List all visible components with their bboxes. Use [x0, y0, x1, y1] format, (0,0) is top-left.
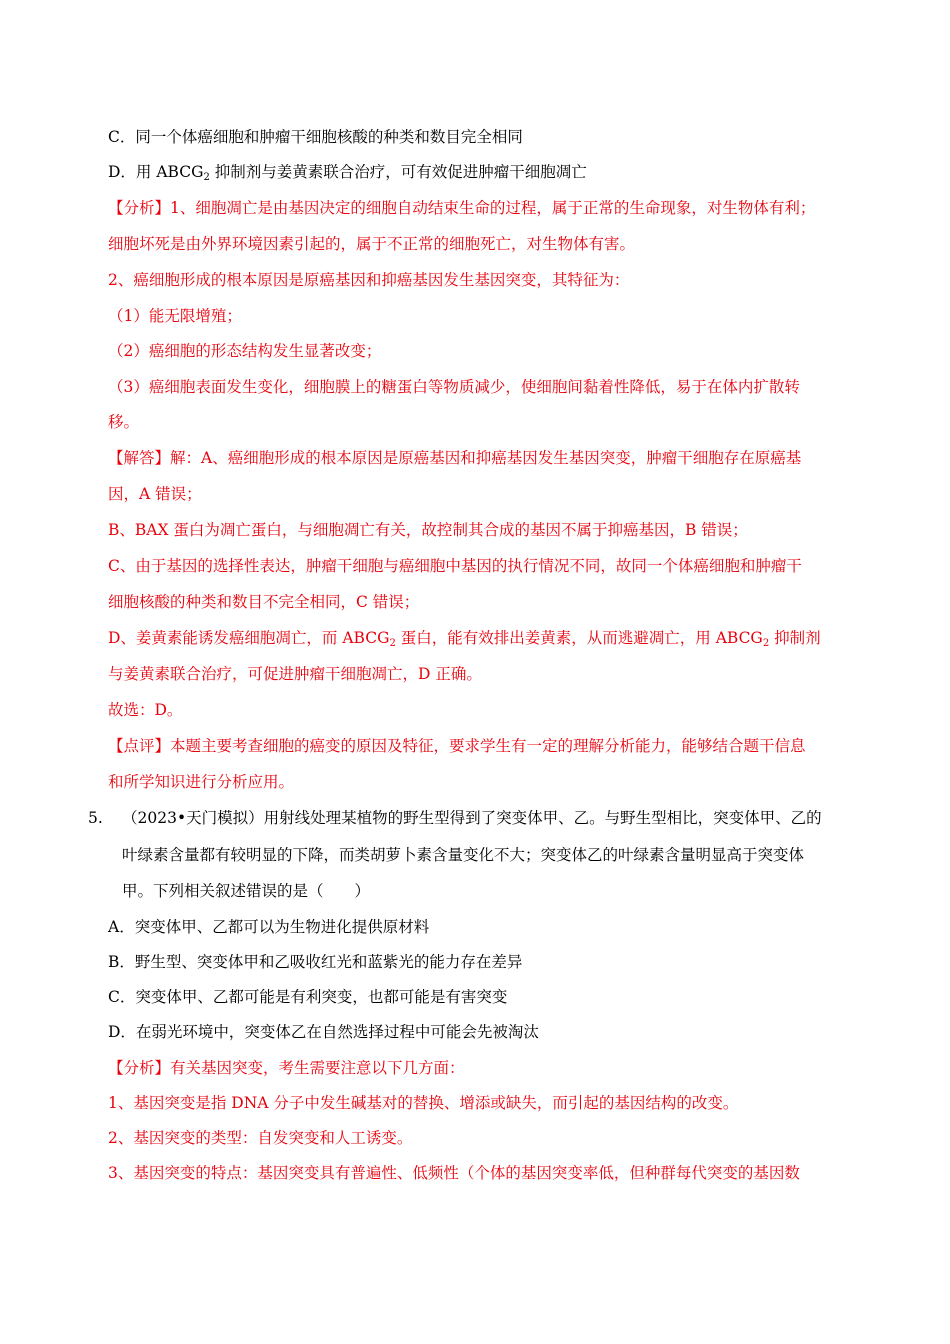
q4-analysis-line-1: 【分析】1、细胞凋亡是由基因决定的细胞自动结束生命的过程，属于正常的生命现象，对生物体有利；: [108, 199, 816, 217]
q5-stem-line-1: （2023•天门模拟）用射线处理某植物的野生型得到了突变体甲、乙。与野生型相比，突变体甲、乙的: [122, 809, 822, 827]
q4-analysis-line-2: 细胞坏死是由外界环境因素引起的，属于不正常的细胞死亡，对生物体有害。: [108, 235, 636, 253]
q5-number: 5.: [88, 809, 103, 827]
q4-answer-line-6: D、姜黄素能诱发癌细胞凋亡，而 $ABCG_2$ 蛋白，能有效排出姜黄素，从而逃避凋亡，用 $ABCG_2$ 抑制剂: [108, 629, 821, 649]
q4-answer-line-3: B、BAX 蛋白为凋亡蛋白，与细胞凋亡有关，故控制其合成的基因不属于抑癌基因，B 错误；: [108, 521, 748, 539]
q5-stem-line-3: 甲。下列相关叙述错误的是（ ）: [122, 882, 371, 900]
q4-analysis-line-7: 移。: [108, 413, 140, 431]
q5-option-a: A．突变体甲、乙都可以为生物进化提供原材料: [108, 918, 430, 936]
q5-stem-line-2: 叶绿素含量都有较明显的下降，而类胡萝卜素含量变化不大；突变体乙的叶绿素含量明显高于突变体: [122, 846, 805, 864]
q4-option-c: C．同一个体癌细胞和肿瘤干细胞核酸的种类和数目完全相同: [108, 128, 523, 146]
q5-analysis-line-2: 1、基因突变是指 DNA 分子中发生碱基对的替换、增添或缺失，而引起的基因结构的改变。: [108, 1094, 739, 1112]
q4-answer-line-5: 细胞核酸的种类和数目不完全相同，C 错误；: [108, 593, 420, 611]
q4-analysis-line-4: （1）能无限增殖；: [108, 307, 242, 325]
q4-analysis-line-5: （2）癌细胞的形态结构发生显著改变；: [108, 342, 382, 360]
q4-analysis-line-3: 2、癌细胞形成的根本原因是原癌基因和抑癌基因发生基因突变，其特征为：: [108, 271, 630, 289]
q4-analysis-line-6: （3）癌细胞表面发生变化，细胞膜上的糖蛋白等物质减少，使细胞间黏着性降低，易于在体内扩散转: [108, 378, 800, 396]
q4-comment-line-2: 和所学知识进行分析应用。: [108, 773, 295, 791]
q5-option-d: D．在弱光环境中，突变体乙在自然选择过程中可能会先被淘汰: [108, 1023, 539, 1041]
q4-option-d: D．用 $ABCG_2$ 抑制剂与姜黄素联合治疗，可有效促进肿瘤干细胞凋亡: [108, 163, 587, 183]
q4-comment-line-1: 【点评】本题主要考查细胞的癌变的原因及特征，要求学生有一定的理解分析能力，能够结合题干信息: [108, 737, 806, 755]
q5-option-b: B．野生型、突变体甲和乙吸收红光和蓝紫光的能力存在差异: [108, 953, 523, 971]
q4-answer-line-1: 【解答】解：A、癌细胞形成的根本原因是原癌基因和抑癌基因发生基因突变，肿瘤干细胞存在原癌基: [108, 449, 802, 467]
q5-option-c: C．突变体甲、乙都可能是有利突变，也都可能是有害突变: [108, 988, 508, 1006]
q4-choice: 故选：D。: [108, 701, 183, 719]
q5-analysis-line-3: 2、基因突变的类型：自发突变和人工诱变。: [108, 1129, 413, 1147]
q5-analysis-line-1: 【分析】有关基因突变，考生需要注意以下几方面：: [108, 1059, 465, 1077]
q4-answer-line-4: C、由于基因的选择性表达，肿瘤干细胞与癌细胞中基因的执行情况不同，故同一个体癌细胞和肿瘤干: [108, 557, 802, 575]
q4-answer-line-2: 因，A 错误；: [108, 485, 202, 503]
q5-analysis-line-4: 3、基因突变的特点：基因突变具有普遍性、低频性（个体的基因突变率低，但种群每代突变的基因数: [108, 1164, 800, 1182]
q4-answer-line-7: 与姜黄素联合治疗，可促进肿瘤干细胞凋亡，D 正确。: [108, 665, 482, 683]
